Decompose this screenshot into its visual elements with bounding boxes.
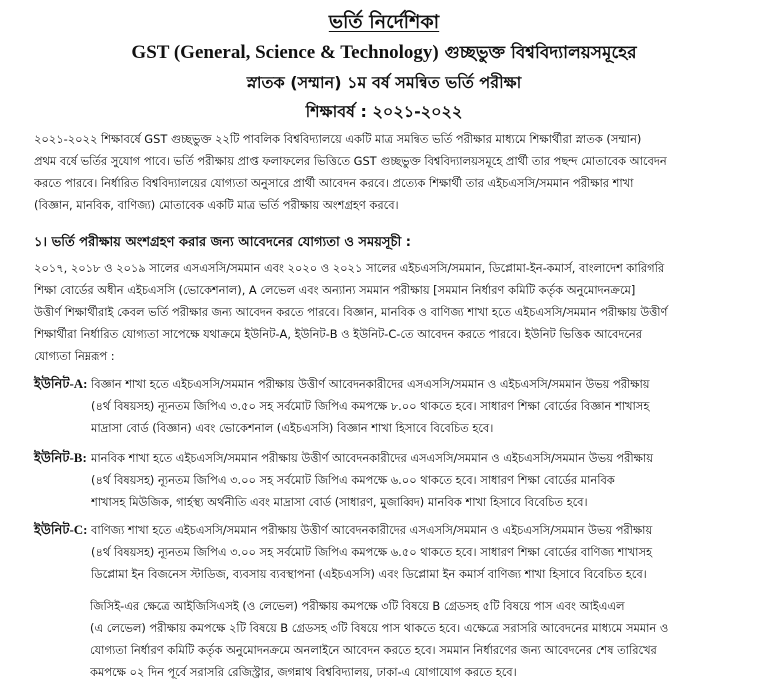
unit-b-label: ইউনিট-B: [34, 450, 87, 465]
gce-line: (এ লেভেল) পরীক্ষায় কমপক্ষে ২টি বিষয়ে B গ্রেডসহ ৩টি বিষয়ে পাস থাকতে হবে। এক্ষেত্রে সরাসরি আবেদনের মাধ্যমে সমমান ও [90, 621, 669, 635]
unit-a-label: ইউনিট-A: [34, 376, 88, 391]
intro-line: প্রথম বর্ষে ভর্তির সুযোগ পাবে। ভর্তি পরীক্ষায় প্রাপ্ত ফলাফলের ভিত্তিতে GST গুচ্ছভুক্ত বিশ্ববিদ্যালয়সমূহে প্রার্থী তার পছন্দ মোতাবেক আবেদন [34, 154, 667, 168]
intro-line: (বিজ্ঞান, মানবিক, বাণিজ্য) মোতাবেক একটি মাত্র ভর্তি পরীক্ষায় অংশগ্রহণ করবে। [34, 198, 399, 212]
unit-b-text [91, 447, 734, 513]
document-subtitle [0, 40, 768, 68]
section-line: যোগ্যতা নিম্নরূপ : [34, 349, 115, 363]
unit-line: শাখাসহ মিউজিক, গার্হস্থ্য অর্থনীতি এবং মাদ্রাসা বোর্ড (সাধারণ, মুজাব্বিদ) মানবিক শাখা হিসাবে বিবেচিত হবে। [91, 495, 588, 509]
section-line: উত্তীর্ণ শিক্ষার্থীরাই কেবল ভর্তি পরীক্ষার জন্য আবেদন করতে পারবে। বিজ্ঞান, মানবিক ও বাণিজ্য শাখা হতে এইচএসসি/সমমান পরীক্ষায় উত্তীর্ণ [34, 305, 668, 319]
gce-note-paragraph [90, 595, 734, 683]
unit-line: বাণিজ্য শাখা হতে এইচএসসি/সমমান পরীক্ষায় উত্তীর্ণ আবেদনকারীদের এসএসসি/সমমান ও এইচএসসি/সমমান উভয় পরীক্ষায় [91, 523, 653, 537]
unit-line: মাদ্রাসা বোর্ড (বিজ্ঞান) এবং ভোকেশনাল (এইচএসসি) বিজ্ঞান শাখা হিসাবে বিবেচিত হবে। [91, 421, 494, 435]
unit-a-text [91, 373, 734, 439]
document-subtitle-2: স্নাতক (সম্মান) ১ম বর্ষ সমন্বিত ভর্তি পরীক্ষা [246, 73, 522, 92]
unit-c-label: ইউনিট-C: [34, 522, 88, 537]
unit-c-text [91, 519, 734, 585]
academic-session: শিক্ষাবর্ষ : ২০২১-২০২২ [305, 102, 463, 121]
subtitle-bangla: গুচ্ছভুক্ত বিশ্ববিদ্যালয়সমূহের [438, 43, 637, 63]
unit-line: বিজ্ঞান শাখা হতে এইচএসসি/সমমান পরীক্ষায় উত্তীর্ণ আবেদনকারীদের এসএসসি/সমমান ও এইচএসসি/সমমান উভয় পরীক্ষায় [91, 377, 650, 391]
unit-line: (৪র্থ বিষয়সহ) ন্যূনতম জিপিএ ৩.০০ সহ সর্বমোট জিপিএ কমপক্ষে ৬.৫০ থাকতে হবে। সাধারণ শিক্ষা বোর্ডের বাণিজ্য শাখাসহ [91, 545, 652, 559]
gce-line: জিসিই-এর ক্ষেত্রে আইজিসিএসই (ও লেভেল) পরীক্ষায় কমপক্ষে ৩টি বিষয়ে B গ্রেডসহ ৫টি বিষয়ে পাস এবং আইএএল [90, 599, 625, 613]
document-title: ভর্তি নির্দেশিকা [328, 11, 440, 33]
unit-line: (৪র্থ বিষয়সহ) ন্যূনতম জিপিএ ৩.০০ সহ সর্বমোট জিপিএ কমপক্ষে ৬.০০ থাকতে হবে। সাধারণ শিক্ষা বোর্ডের মানবিক [91, 473, 615, 487]
section-1-heading: ১। ভর্তি পরীক্ষায় অংশগ্রহণ করার জন্য আবেদনের যোগ্যতা ও সময়সূচী : [34, 235, 411, 250]
intro-line: করতে পারবে। নির্ধারিত বিশ্ববিদ্যালয়ের যোগ্যতা অনুসারে প্রার্থী আবেদন করবে। প্রত্যেক শিক্ষার্থী তার এইচএসসি/সমমান পরীক্ষার শাখা [34, 176, 634, 190]
unit-line: মানবিক শাখা হতে এইচএসসি/সমমান পরীক্ষায় উত্তীর্ণ আবেদনকারীদের এসএসসি/সমমান ও এইচএসসি/সমমান উভয় পরীক্ষায় [91, 451, 653, 465]
section-1-paragraph [34, 257, 734, 367]
intro-line: ২০২১-২০২২ শিক্ষাবর্ষে GST গুচ্ছভুক্ত ২২টি পাবলিক বিশ্ববিদ্যালয়ে একটি মাত্র সমন্বিত ভর্তি পরীক্ষার মাধ্যমে শিক্ষার্থীরা স্নাতক (সম্মান) [34, 132, 642, 146]
gce-line: যোগ্যতা নির্ধারণ কমিটি কর্তৃক অনুমোদনক্রমে অনলাইনে আবেদন করতে হবে। সমমান নির্ধারণের জন্য আবেদনের শেষ তারিখের [90, 643, 657, 657]
intro-paragraph [34, 128, 734, 216]
unit-line: (৪র্থ বিষয়সহ) ন্যূনতম জিপিএ ৩.৫০ সহ সর্বমোট জিপিএ কমপক্ষে ৮.০০ থাকতে হবে। সাধারণ শিক্ষা বোর্ডের বিজ্ঞান শাখাসহ [91, 399, 650, 413]
section-line: শিক্ষা বোর্ডের অধীন এইচএসসি (ভোকেশনাল), A লেভেল এবং অন্যান্য সমমান পরীক্ষায় [সমমান নির্ধারণ কমিটি কর্তৃক অনুমোদনক্রমে] [34, 283, 636, 297]
section-line: ২০১৭, ২০১৮ ও ২০১৯ সালের এসএসসি/সমমান এবং ২০২০ ও ২০২১ সালের এইচএসসি/সমমান, ডিপ্লোমা-ইন-কমার্স, বাংলাদেশ কারিগরি [34, 261, 665, 275]
section-line: শিক্ষার্থীরা নির্ধারিত যোগ্যতা সাপেক্ষে যথাক্রমে ইউনিট-A, ইউনিট-B ও ইউনিট-C-তে আবেদন করতে পারবে। ইউনিট ভিত্তিক আবেদনের [34, 327, 642, 341]
unit-line: ডিপ্লোমা ইন বিজনেস স্টাডিজ, ব্যবসায় ব্যবস্থাপনা (এইচএসসি) এবং ডিপ্লোমা ইন কমার্স বাণিজ্য শাখা হিসাবে বিবেচিত হবে। [91, 567, 647, 581]
gce-line: কমপক্ষে ০২ দিন পূর্বে সরাসরি রেজিস্ট্রার, জগন্নাথ বিশ্ববিদ্যালয়, ঢাকা-এ যোগাযোগ করতে হবে। [90, 665, 517, 679]
subtitle-english: GST (General, Science & Technology) [131, 42, 439, 63]
